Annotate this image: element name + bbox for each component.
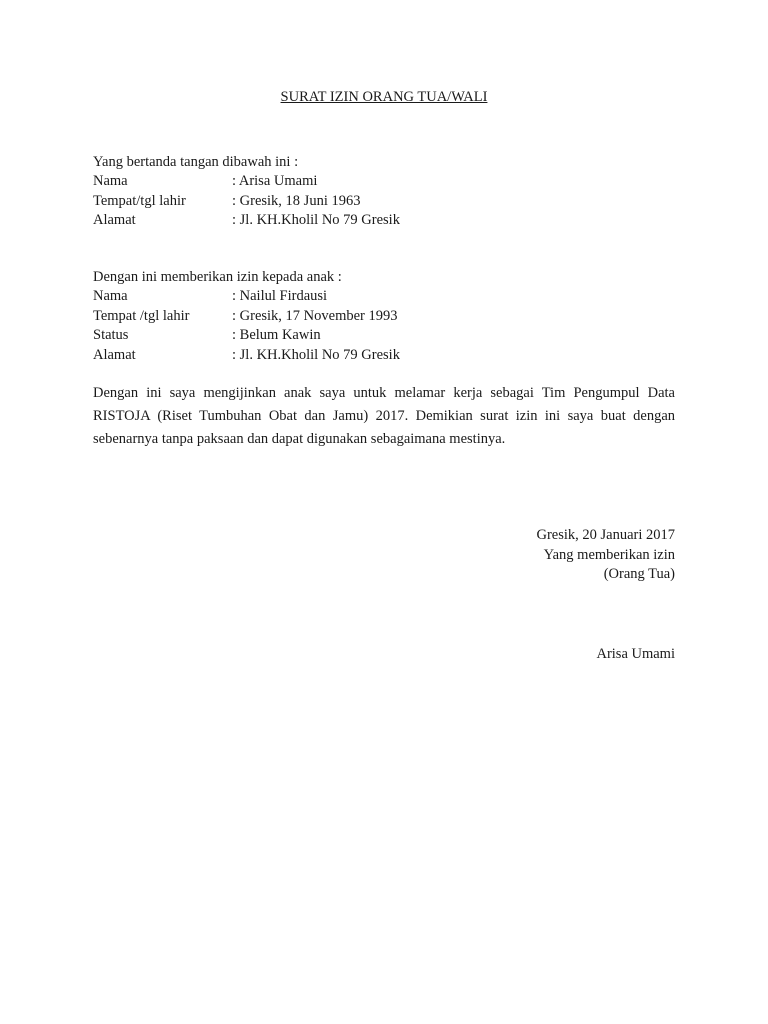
signature-name-block	[375, 645, 675, 665]
signature-role: (Orang Tua)	[603, 566, 675, 582]
child-status-value: : Belum Kawin	[232, 327, 321, 344]
child-status-row	[93, 326, 675, 345]
letter-title: SURAT IZIN ORANG TUA/WALI	[280, 89, 488, 105]
parent-address-label: Alamat	[93, 212, 136, 229]
parent-birth-label: Tempat/tgl lahir	[93, 192, 186, 209]
parent-birth-value: : Gresik, 18 Juni 1963	[232, 192, 361, 209]
child-birth-value: : Gresik, 17 November 1993	[232, 307, 398, 324]
parent-section	[93, 153, 675, 231]
permission-paragraph: Dengan ini saya mengijinkan anak saya untuk melamar kerja sebagai Tim Pengumpul Data RISTOJA (Riset Tumbuhan Obat dan Jamu) 2017. Demikian surat izin ini saya buat dengan sebenarnya tanpa paksaan dan dapat digunakan sebagaimana mestinya.	[93, 385, 675, 447]
parent-address-row	[93, 211, 675, 230]
child-status-label: Status	[93, 327, 129, 344]
intro-line: Yang bertanda tangan dibawah ini :	[93, 154, 299, 170]
child-birth-row	[93, 307, 675, 326]
signature-block	[375, 526, 675, 585]
parent-address-value: : Jl. KH.Kholil No 79 Gresik	[232, 212, 400, 229]
child-name-value: : Nailul Firdausi	[232, 288, 328, 305]
child-name-label: Nama	[93, 288, 128, 305]
child-address-value: : Jl. KH.Kholil No 79 Gresik	[232, 346, 400, 363]
signature-giver: Yang memberikan izin	[543, 546, 675, 563]
parent-birth-row	[93, 192, 675, 211]
child-address-row	[93, 346, 675, 365]
child-intro-line: Dengan ini memberikan izin kepada anak :	[93, 269, 342, 285]
child-name-row	[93, 287, 675, 306]
parent-name-value: : Arisa Umami	[232, 173, 318, 190]
child-address-label: Alamat	[93, 346, 136, 363]
child-birth-label: Tempat /tgl lahir	[93, 307, 190, 324]
child-section	[93, 268, 675, 365]
signature-name: Arisa Umami	[596, 646, 675, 662]
signature-place-date: Gresik, 20 Januari 2017	[536, 527, 675, 543]
parent-name-label: Nama	[93, 173, 128, 190]
parent-name-row	[93, 172, 675, 191]
